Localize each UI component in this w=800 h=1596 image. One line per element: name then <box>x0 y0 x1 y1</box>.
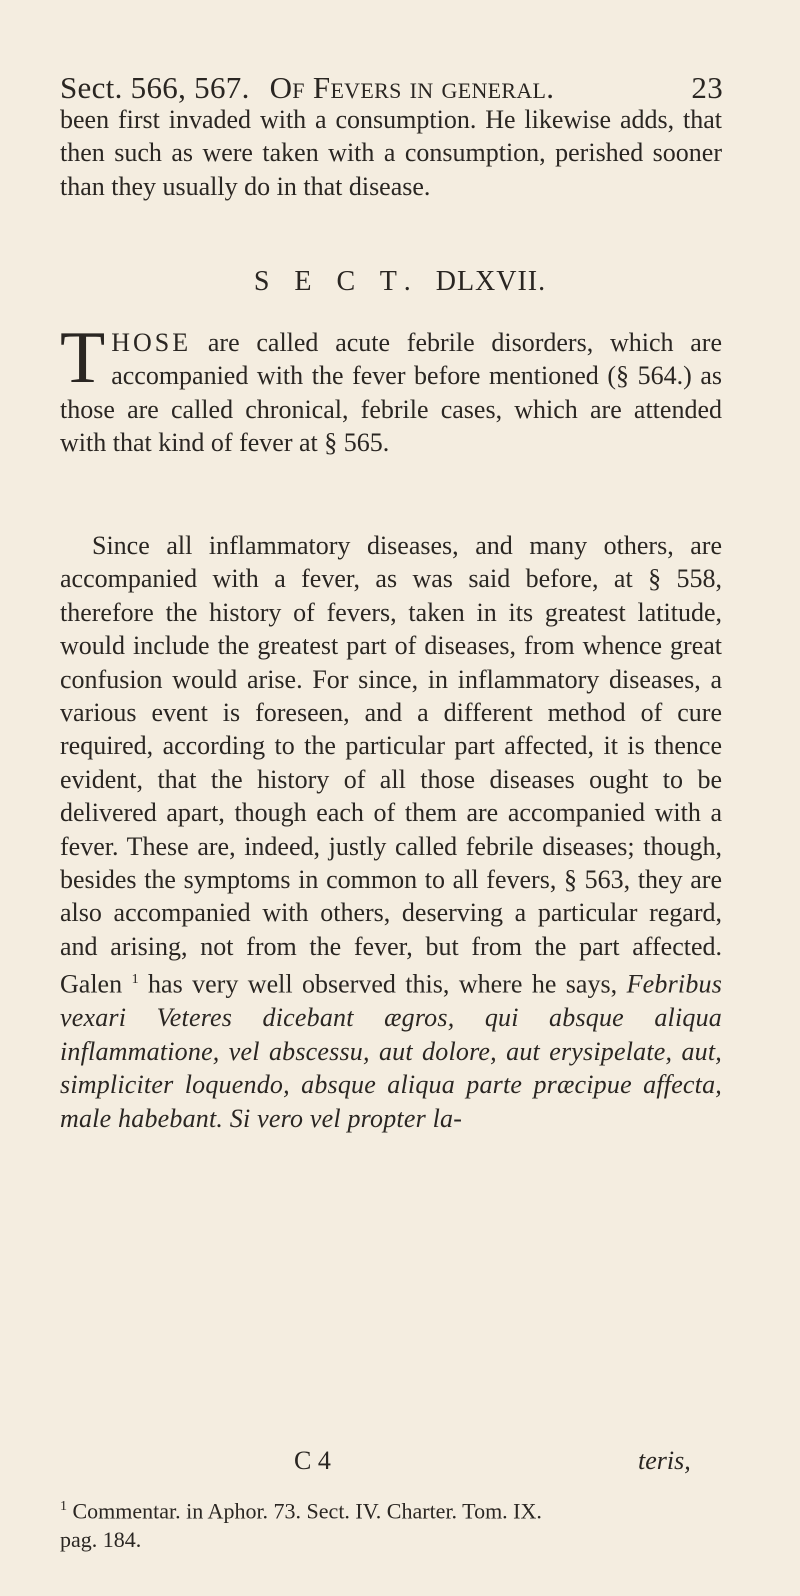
header-section: Sect. 566, 567. <box>60 70 250 105</box>
running-header <box>60 70 723 106</box>
footnote-reference: 1 <box>131 972 139 988</box>
section-heading <box>0 266 800 298</box>
header-title: Of Fevers in general. <box>269 70 555 105</box>
main-text: Since all inflammatory diseases, and many others, are accompanied with a fever, as was said before, at § 558, therefore the history of fevers, taken in its greatest latitude, would include the greatest part of diseases, from whence great confusion would arise. For since, in inflammatory diseases, a various event is foreseen, and a different method of cure required, according to the particular part affected, it is thence evident, that the history of all those diseases ought to be delivered apart, though each of them are accompanied with a fever. These are, indeed, justly called febrile diseases; though, besides the symptoms in common to all fevers, § 563, they are also accompanied with others, deserving a particular regard, and arising, not from the fever, but from the part affected. Galen <box>60 531 722 999</box>
main-text-continued: has very well observed this, where he says, <box>148 969 618 999</box>
definition-text: are called acute febrile disorders, which are accompanied with the fever before mentioned (§ 564.) as those are called chronical, febrile cases, which are attended with that kind of fever at § 565. <box>60 328 723 458</box>
paragraph-definition <box>60 317 723 460</box>
footnote-line-2: pag. 184. <box>60 1527 142 1553</box>
drop-cap: T <box>60 317 106 399</box>
signature-mark: C 4 <box>294 1446 331 1475</box>
paragraph-main <box>60 529 722 1135</box>
lead-word: HOSE <box>111 328 192 357</box>
paragraph-continuation: been first invaded with a consumption. He likewise adds, that then such as were taken with a consumption, perished sooner than they usually do in that disease. <box>60 105 722 201</box>
section-number: DLXVII. <box>435 266 547 297</box>
footnote-marker: 1 <box>60 1499 67 1514</box>
catchword: teris, <box>638 1446 691 1475</box>
latin-quotation: Febribus vexari Veteres dicebant ægros, qui absque aliqua inflammatione, vel abscessu, aut dolore, aut erysipelate, aut, simpliciter loquendo, absque aliqua parte præcipue affecta, male habebant. Si vero vel propter la- <box>60 969 723 1133</box>
page-number: 23 <box>691 70 723 105</box>
footnote <box>60 1492 722 1554</box>
section-label: S E C T. <box>253 266 420 297</box>
footnote-line-1: Commentar. in Aphor. 73. Sect. IV. Charter. Tom. IX. <box>72 1498 542 1524</box>
